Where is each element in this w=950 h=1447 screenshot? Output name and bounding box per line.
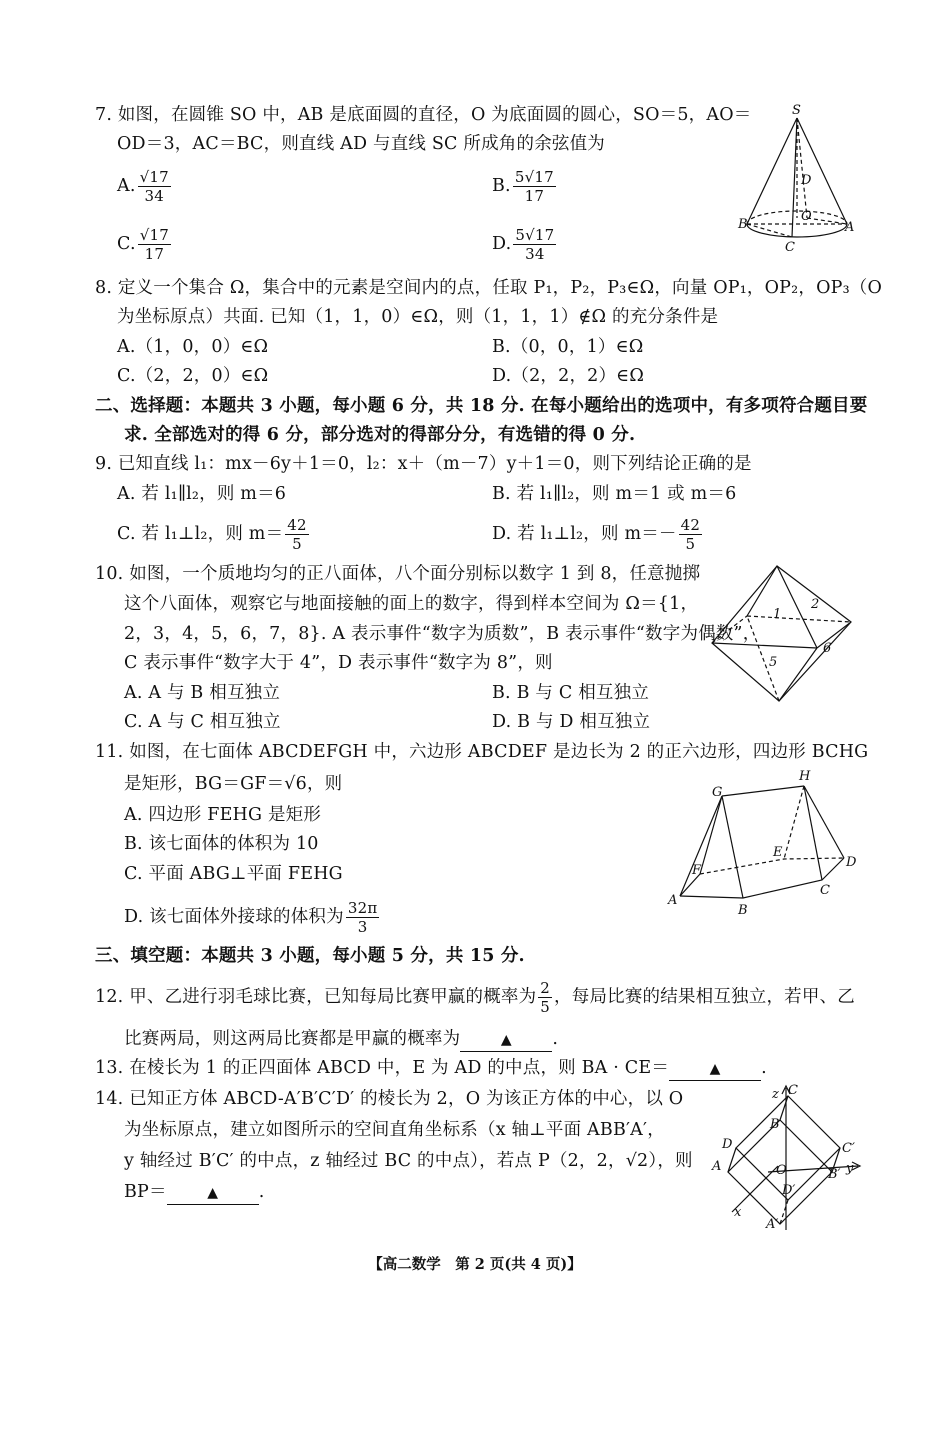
cube-label-b-prime: B′ <box>828 1167 841 1182</box>
q7-option-a: A. $\frac{√17}{34}$ <box>117 168 169 205</box>
q12-line1: 12. 甲、乙进行羽毛球比赛，已知每局比赛甲赢的概率为 $\frac{2}{5}$ ，每局比赛的结果相互独立，若甲、乙 <box>95 979 855 1016</box>
q10-line4: C 表示事件“数字大于 4”，D 表示事件“数字为 8”，则 <box>124 653 553 673</box>
cube-label-o: O <box>776 1163 787 1178</box>
q13-line: 13. 在棱长为 1 的正四面体 ABCD 中，E 为 AD 的中点，则 BA · CE＝ ▲ . <box>95 1057 767 1081</box>
q14-line4: BP＝ ▲ . <box>124 1181 265 1205</box>
q10-option-a: A. A 与 B 相互独立 <box>124 683 281 703</box>
cube-label-d: D <box>722 1137 733 1152</box>
q12-answer-blank[interactable]: ▲ <box>460 1028 552 1052</box>
q10-option-d: D. B 与 D 相互独立 <box>492 712 651 732</box>
section2-heading-cont: 求. 全部选对的得 6 分，部分选对的得部分分，有选错的得 0 分. <box>124 425 636 445</box>
cube-label-d-prime: D′ <box>782 1183 796 1198</box>
hepta-label-b: B <box>738 903 748 918</box>
q11-option-b: B. 该七面体的体积为 10 <box>124 834 319 854</box>
cube-label-a-prime: A′ <box>766 1217 779 1232</box>
q14-line3: y 轴经过 B′C′ 的中点，z 轴经过 BC 的中点），若点 P（2，2，√2），则 <box>124 1151 693 1171</box>
cone-label-d: D <box>801 173 812 188</box>
q9-stem: 9. 已知直线 l₁：mx－6y＋1＝0，l₂：x＋（m－7）y＋1＝0，则下列结论正确的是 <box>95 454 752 474</box>
q11-option-a: A. 四边形 FEHG 是矩形 <box>124 805 322 825</box>
octa-label-1: 1 <box>773 607 782 622</box>
octa-label-2: 2 <box>811 597 820 612</box>
page-footer: 【高二数学 第 2 页(共 4 页)】 <box>368 1256 582 1273</box>
q11-line1: 11. 如图，在七面体 ABCDEFGH 中，六边形 ABCDEF 是边长为 2 的正六边形，四边形 BCHG <box>95 742 869 762</box>
cone-figure <box>735 100 865 260</box>
cube-label-x: x <box>734 1205 742 1220</box>
q8-line2: 为坐标原点）共面. 已知（1，1，0）∈Ω，则（1，1，1）∉Ω 的充分条件是 <box>117 307 719 327</box>
q13-answer-blank[interactable]: ▲ <box>669 1057 761 1081</box>
octahedron-figure <box>705 562 865 704</box>
q10-line1: 10. 如图，一个质地均匀的正八面体，八个面分别标以数字 1 到 8，任意抛掷 <box>95 564 701 584</box>
q9-option-b: B. 若 l₁∥l₂，则 m＝1 或 m＝6 <box>492 484 737 504</box>
cube-label-c: C <box>788 1083 798 1098</box>
cube-label-a: A <box>712 1159 722 1174</box>
q11-option-d: D. 该七面体外接球的体积为 $\frac{32\pi}{3}$ <box>124 899 378 936</box>
cone-label-o: O <box>801 209 812 224</box>
hepta-label-a: A <box>668 893 678 908</box>
hepta-label-c: C <box>820 883 830 898</box>
q14-answer-blank[interactable]: ▲ <box>167 1181 259 1205</box>
q7-option-b: B. $\frac{5√17}{17}$ <box>492 168 554 205</box>
q10-line3: 2，3，4，5，6，7，8}. A 表示事件“数字为质数”，B 表示事件“数字为偶数”， <box>124 624 761 644</box>
cone-label-a: A <box>845 220 855 235</box>
octa-label-5: 5 <box>769 655 778 670</box>
hepta-label-e: E <box>773 845 783 860</box>
cone-label-s: S <box>792 103 801 118</box>
q8-option-b: B.（0，0，1）∈Ω <box>492 337 644 357</box>
cube-axes-figure <box>708 1082 868 1234</box>
q9-option-d: D. 若 l₁⊥l₂，则 m＝－ $\frac{42}{5}$ <box>492 516 701 553</box>
section2-heading: 二、选择题：本题共 3 小题，每小题 6 分，共 18 分. 在每小题给出的选项中，有多项符合题目要 <box>95 396 868 416</box>
q14-line1: 14. 已知正方体 ABCD-A′B′C′D′ 的棱长为 2，O 为该正方体的中心，以 O <box>95 1089 684 1109</box>
hepta-label-h: H <box>799 769 811 784</box>
q9-option-a: A. 若 l₁∥l₂，则 m＝6 <box>117 484 287 504</box>
q10-line2: 这个八面体，观察它与地面接触的面上的数字，得到样本空间为 Ω＝{1， <box>124 594 699 614</box>
q14-line2: 为坐标原点，建立如图所示的空间直角坐标系（x 轴⊥平面 ABB′A′， <box>124 1120 665 1140</box>
cube-label-c-prime: C′ <box>842 1141 855 1156</box>
cube-label-z: z <box>772 1087 779 1102</box>
q7-option-c: C. $\frac{√17}{17}$ <box>117 226 169 263</box>
q7-line2: OD＝3，AC＝BC，则直线 AD 与直线 SC 所成角的余弦值为 <box>117 134 606 154</box>
heptahedron-figure <box>660 762 865 922</box>
q7-option-d: D. $\frac{5√17}{34}$ <box>492 226 555 263</box>
section3-heading: 三、填空题：本题共 3 小题，每小题 5 分，共 15 分. <box>95 946 525 966</box>
cube-label-b: B <box>770 1117 780 1132</box>
q11-option-c: C. 平面 ABG⊥平面 FEHG <box>124 864 343 884</box>
cube-label-y: y <box>846 1161 854 1176</box>
q8-line1: 8. 定义一个集合 Ω，集合中的元素是空间内的点，任取 P₁，P₂，P₃∈Ω，向量 OP₁，OP₂，OP₃（O <box>95 278 883 298</box>
q12-line2: 比赛两局，则这两局比赛都是甲赢的概率为 ▲ . <box>124 1028 558 1052</box>
octa-label-6: 6 <box>823 641 832 656</box>
q9-option-c: C. 若 l₁⊥l₂，则 m＝ $\frac{42}{5}$ <box>117 516 307 553</box>
cone-label-c: C <box>785 240 795 255</box>
hepta-label-d: D <box>846 855 857 870</box>
q10-option-c: C. A 与 C 相互独立 <box>124 712 281 732</box>
q8-option-d: D.（2，2，2）∈Ω <box>492 366 645 386</box>
q8-option-c: C.（2，2，0）∈Ω <box>117 366 269 386</box>
q10-option-b: B. B 与 C 相互独立 <box>492 683 650 703</box>
cone-label-b: B <box>738 217 748 232</box>
hepta-label-f: F <box>692 863 702 878</box>
q7-line1: 7. 如图，在圆锥 SO 中，AB 是底面圆的直径，O 为底面圆的圆心，SO＝5，AO＝ <box>95 105 752 125</box>
q8-option-a: A.（1，0，0）∈Ω <box>117 337 269 357</box>
hepta-label-g: G <box>712 785 723 800</box>
q11-line2: 是矩形，BG＝GF＝√6，则 <box>124 774 343 794</box>
